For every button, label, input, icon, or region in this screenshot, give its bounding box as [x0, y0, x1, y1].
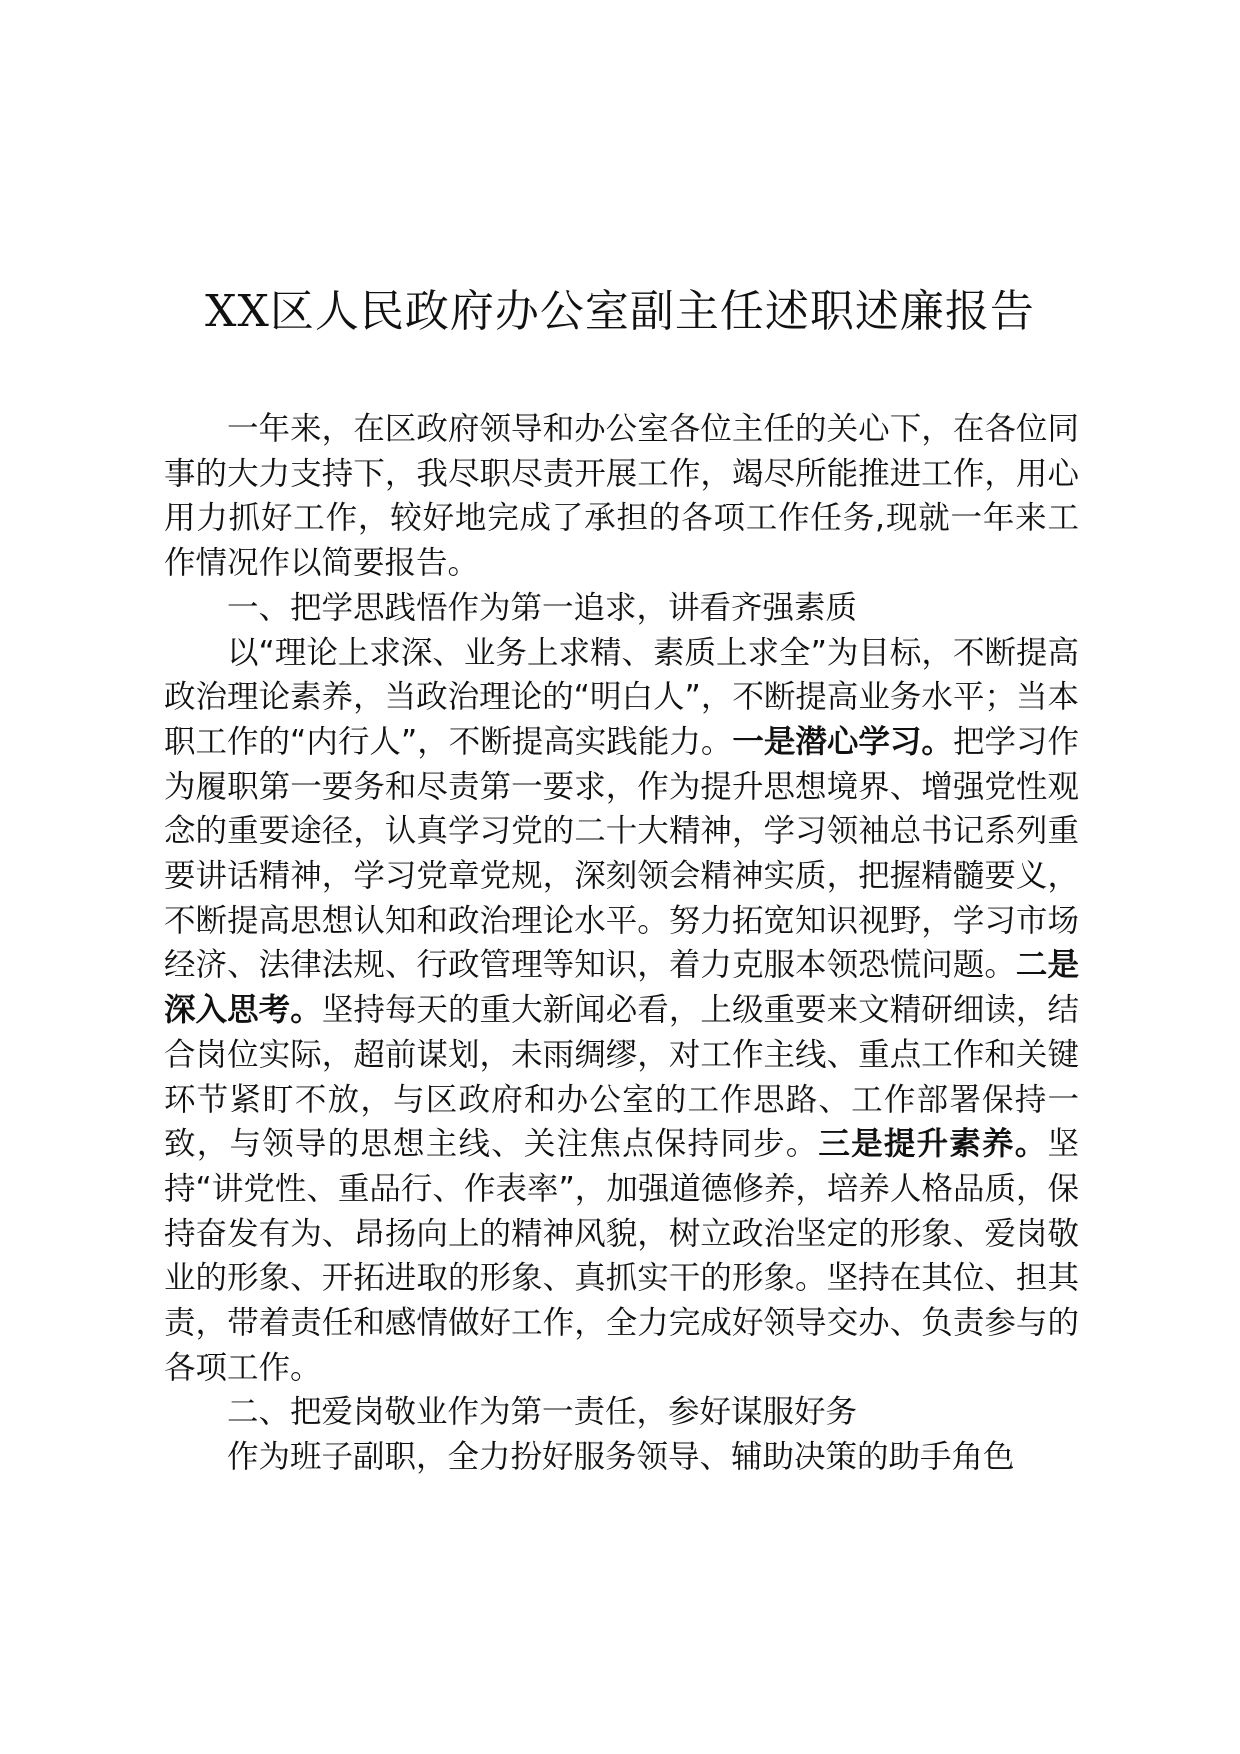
section-1-paragraph — [164, 631, 1079, 1391]
intro-paragraph: 一年来，在区政府领导和办公室各位主任的关心下，在各位同事的大力支持下，我尽职尽责开展工作，竭尽所能推进工作，用心用力抓好工作，较好地完成了承担的各项工作任务,现就一年来工作情况作以简要报告。 — [164, 411, 1079, 582]
section-1-text-b: 把学习作为履职第一要务和尽责第一要求，作为提升思想境界、增强党性观念的重要途径，认真学习党的二十大精神，学习领袖总书记系列重要讲话精神，学习党章党规，深刻领会精神实质，把握精髓要义，不断提高思想认知和政治理论水平。努力拓宽知识视野，学习市场经济、法律法规、行政管理等知识，着力克服本领恐慌问题。 — [164, 723, 1079, 984]
document-body — [164, 407, 1079, 1480]
section-2-paragraph: 作为班子副职，全力扮好服务领导、辅助决策的助手角色 — [227, 1439, 1015, 1476]
section-1-text-d: 坚持“讲党性、重品行、作表率”，加强道德修养，培养人格品质，保持奋发有为、昂扬向上的精神风貌，树立政治坚定的形象、爱岗敬业的形象、开拓进取的形象、真抓实干的形象。坚持在其位、担其责，带着责任和感情做好工作，全力完成好领导交办、负责参与的各项工作。 — [164, 1126, 1079, 1386]
section-1-bold-point-2: 二是深入思考。 — [164, 947, 1079, 1029]
document-title: XX区人民政府办公室副主任述职述廉报告 — [205, 286, 1035, 337]
section-1-text-a: 以“理论上求深、业务上求精、素质上求全”为目标，不断提高政治理论素养，当政治理论的“明白人”，不断提高业务水平；当本职工作的“内行人”，不断提高实践能力。 — [164, 634, 1079, 760]
section-1-text-c: 坚持每天的重大新闻必看，上级重要来文精研细读，结合岗位实际，超前谋划，未雨绸缪，对工作主线、重点工作和关键环节紧盯不放，与区政府和办公室的工作思路、工作部署保持一致，与领导的思想主线、关注焦点保持同步。 — [164, 992, 1079, 1163]
section-2-heading: 二、把爱岗敬业作为第一责任，参好谋服好务 — [227, 1394, 858, 1431]
section-1-bold-point-3: 三是提升素养。 — [818, 1126, 1048, 1163]
section-1-heading: 一、把学思践悟作为第一追求，讲看齐强素质 — [227, 589, 858, 626]
section-1-bold-point-1: 一是潜心学习。 — [732, 723, 953, 760]
